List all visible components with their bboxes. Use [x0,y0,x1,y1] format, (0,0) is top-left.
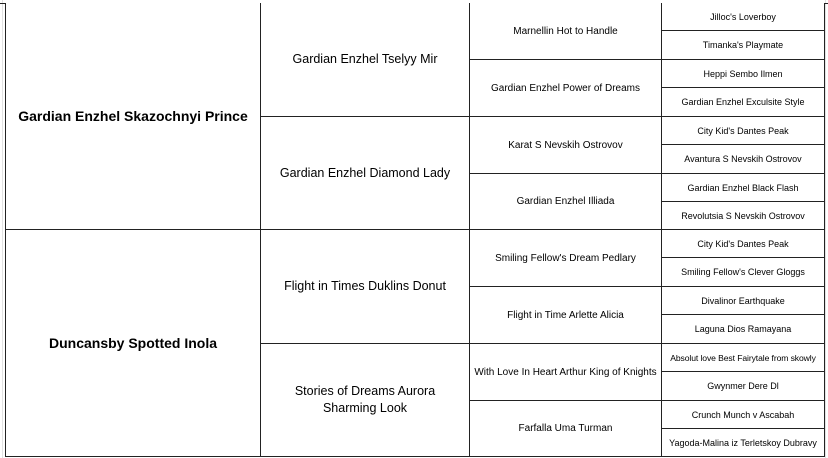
cell-text: Gardian Enzhel Skazochnyi Prince [18,108,248,124]
gen4-cell[interactable] [662,88,825,117]
gen3-cell[interactable] [470,60,662,117]
gen4-cell[interactable] [662,258,825,287]
gen2-cell[interactable] [261,230,470,344]
gen1-dam[interactable] [5,230,261,457]
gen4-cell[interactable] [662,3,825,31]
gen4-cell[interactable] [662,31,825,60]
cell-text: Yagoda-Malina iz Terletskoy Dubravy [669,437,817,448]
cell-text: Marnellin Hot to Handle [513,25,618,37]
gen4-cell[interactable] [662,344,825,372]
cell-text: Crunch Munch v Ascabah [691,409,795,420]
gen4-cell[interactable] [662,117,825,145]
cell-text: Duncansby Spotted Inola [48,335,217,351]
gen4-cell[interactable] [662,174,825,202]
gen4-cell[interactable] [662,287,825,315]
gen4-cell[interactable] [662,372,825,401]
cell-text: Laguna Dios Ramayana [694,324,792,334]
cell-text: Flight in Times Duklins Donut [284,279,446,293]
cell-text: Gardian Enzhel Black Flash [687,182,799,193]
cell-text: Revolutsia S Nevskih Ostrovov [681,210,805,221]
cell-text: Gardian Enzhel Illiada [516,196,615,207]
gen3-cell[interactable] [470,287,662,344]
cell-text: Flight in Time Arlette Alicia [507,309,624,321]
cell-text: City Kid's Dantes Peak [697,238,789,249]
gen2-cell[interactable] [261,3,470,117]
cell-text: Gardian Enzhel Exculsite Style [681,97,805,107]
cell-text: Smiling Fellow's Dream Pedlary [495,252,636,264]
gen4-cell[interactable] [662,145,825,174]
gen4-cell[interactable] [662,60,825,88]
gen2-cell[interactable] [261,344,470,457]
gen3-cell[interactable] [470,230,662,287]
cell-text: Absolut love Best Fairytale from skowly [670,352,816,363]
cell-text: Stories of Dreams Aurora Sharming Look [294,384,436,415]
gen3-cell[interactable] [470,344,662,401]
cell-text: Farfalla Uma Turman [518,423,613,434]
cell-text: Divalinor Earthquake [701,295,785,306]
cell-text: With Love In Heart Arthur King of Knights [474,366,657,378]
cell-text: City Kid's Dantes Peak [697,125,789,136]
gen4-cell[interactable] [662,401,825,429]
gen3-cell[interactable] [470,174,662,230]
cell-text: Gardian Enzhel Diamond Lady [279,165,451,180]
cell-text: Smiling Fellow's Clever Gloggs [681,267,805,277]
cell-text: Heppi Sembo Ilmen [703,68,783,79]
gen1-sire[interactable] [5,3,261,230]
gen2-cell[interactable] [261,117,470,230]
gen3-cell[interactable] [470,401,662,457]
gen4-cell[interactable] [662,230,825,258]
cell-text: Gardian Enzhel Power of Dreams [491,82,640,94]
gen4-cell[interactable] [662,202,825,230]
cell-text: Karat S Nevskih Ostrovov [508,139,623,151]
gen3-cell[interactable] [470,117,662,174]
cell-text: Gwynmer Dere Dl [707,381,779,391]
cell-text: Avantura S Nevskih Ostrovov [684,154,802,164]
gen3-cell[interactable] [470,3,662,60]
cell-text: Jilloc's Loverboy [710,11,776,22]
gen4-cell[interactable] [662,315,825,344]
cell-text: Gardian Enzhel Tselyy Mir [292,52,438,66]
cell-text: Timanka's Playmate [702,40,784,50]
gen4-cell[interactable] [662,429,825,457]
